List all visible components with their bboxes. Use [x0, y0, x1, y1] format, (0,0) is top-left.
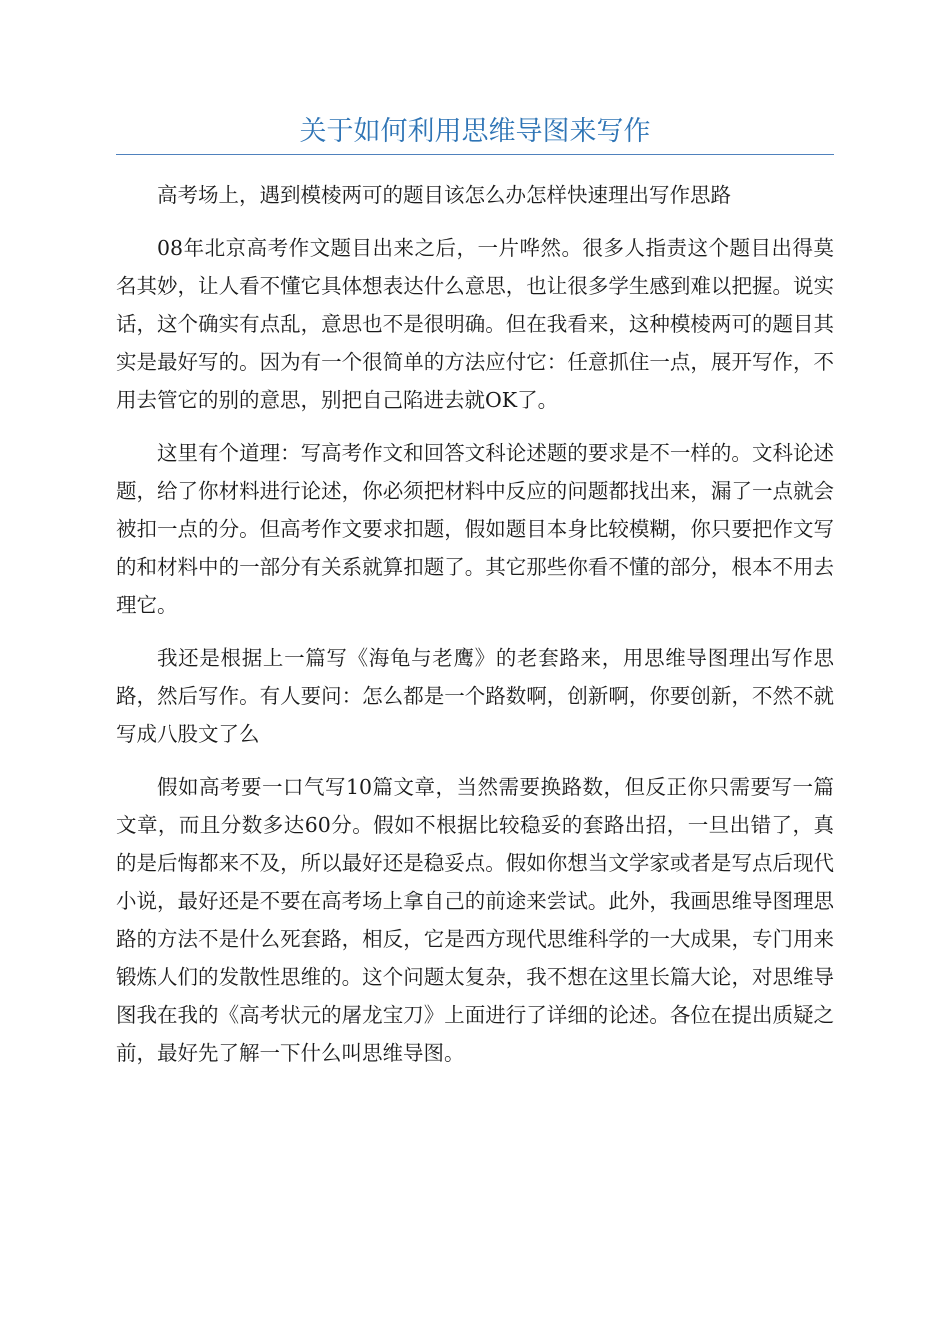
- paragraph-subtitle: 高考场上，遇到模棱两可的题目该怎么办怎样快速理出写作思路: [157, 183, 731, 207]
- paragraph: 假如高考要一口气写10篇文章，当然需要换路数，但反正你只需要写一篇文章，而且分数多达60分。假如不根据比较稳妥的套路出招，一旦出错了，真的是后悔都来不及，所以最好还是稳妥点。假如你想当文学家或者是写点后现代小说，最好还是不要在高考场上拿自己的前途来尝试。此外，我画思维导图理思路的方法不是什么死套路，相反，它是西方现代思维科学的一大成果，专门用来锻炼人们的发散性思维的。这个问题太复杂，我不想在这里长篇大论，对思维导图我在我的《高考状元的屠龙宝刀》上面进行了详细的论述。各位在提出质疑之前，最好先了解一下什么叫思维导图。: [116, 775, 834, 1065]
- paragraph: 这里有个道理：写高考作文和回答文科论述题的要求是不一样的。文科论述题，给了你材料进行论述，你必须把材料中反应的问题都找出来，漏了一点就会被扣一点的分。但高考作文要求扣题，假如题目本身比较模糊，你只要把作文写的和材料中的一部分有关系就算扣题了。其它那些你看不懂的部分，根本不用去理它。: [116, 441, 834, 617]
- document-body: [116, 176, 834, 1087]
- paragraph: 08年北京高考作文题目出来之后，一片哗然。很多人指责这个题目出得莫名其妙，让人看不懂它具体想表达什么意思，也让很多学生感到难以把握。说实话，这个确实有点乱，意思也不是很明确。但在我看来，这种模棱两可的题目其实是最好写的。因为有一个很简单的方法应付它：任意抓住一点，展开写作，不用去管它的别的意思，别把自己陷进去就OK了。: [116, 236, 834, 412]
- document-title: 关于如何利用思维导图来写作: [299, 116, 651, 147]
- paragraph: 我还是根据上一篇写《海龟与老鹰》的老套路来，用思维导图理出写作思路，然后写作。有人要问：怎么都是一个路数啊，创新啊，你要创新，不然不就写成八股文了么: [116, 646, 834, 746]
- title-underline: [116, 154, 834, 155]
